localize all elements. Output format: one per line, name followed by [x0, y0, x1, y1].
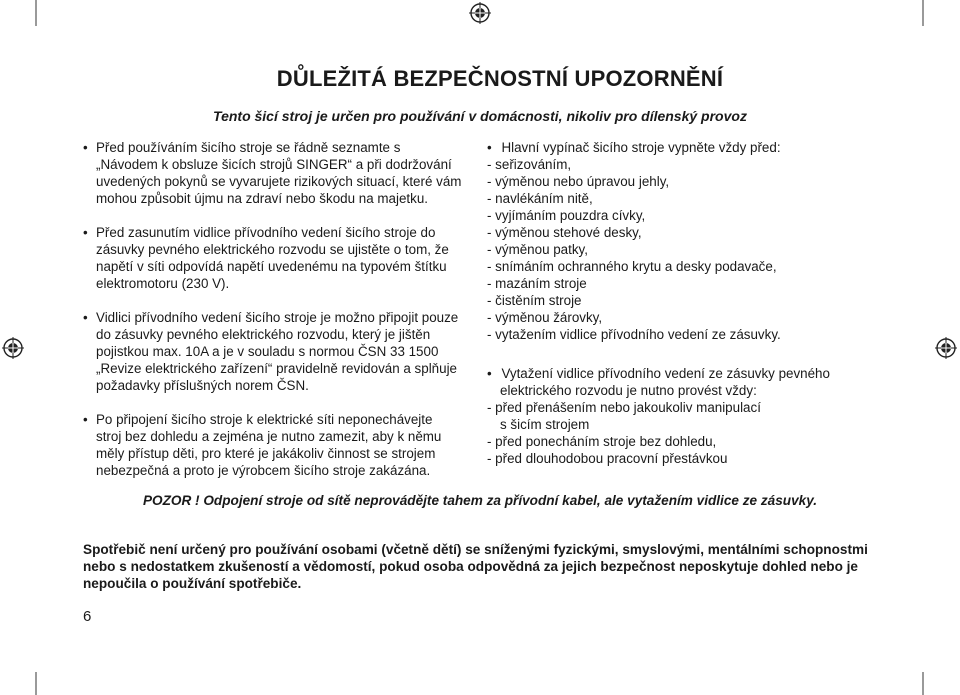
section-heading: Hlavní vypínač šicího stroje vypněte vždy před:	[501, 140, 781, 155]
text-line: elektromotoru (230 V).	[96, 276, 230, 291]
bullet-icon: •	[487, 140, 492, 155]
page-number: 6	[83, 608, 92, 625]
right-column	[487, 139, 830, 484]
crop-mark-top-right	[922, 0, 924, 26]
bullet-icon: •	[83, 225, 88, 240]
list-item: - vytažením vidlice přívodního vedení ze zásuvky.	[487, 327, 781, 342]
list-item: - před přenášením nebo jakoukoliv manipulací	[487, 400, 761, 415]
list-item: - před ponecháním stroje bez dohledu,	[487, 434, 717, 449]
registration-mark-icon	[935, 337, 957, 359]
list-item: - výměnou žárovky,	[487, 310, 603, 325]
safety-item	[83, 411, 483, 479]
notice-paragraph	[83, 541, 883, 592]
page-title: DŮLEŽITÁ BEZPEČNOSTNÍ UPOZORNĚNÍ	[276, 66, 724, 91]
text-line: měly přístup děti, pro které je jakákoliv činnost se strojem	[96, 446, 436, 461]
list-item: - navlékáním nitě,	[487, 191, 593, 206]
list-item: - výměnou patky,	[487, 242, 588, 257]
text-line: nebo s nedostatkem zkušeností a vědomostí, pokud osoba odpovědná za jejich bezpečnost neposkytuje dohled nebo je	[83, 559, 858, 574]
section-heading: elektrického rozvodu je nutno provést vždy:	[500, 383, 757, 398]
section-heading: Vytažení vidlice přívodního vedení ze zásuvky pevného	[501, 366, 830, 381]
warning-text: POZOR ! Odpojení stroje od sítě neprovádějte tahem za přívodní kabel, ale vytažením vidlice ze zásuvky.	[142, 493, 818, 508]
text-line: napětí v síti odpovídá napětí uvedenému na typovém štítku	[96, 259, 447, 274]
text-line: nebezpečná a proto je výrobcem šicího stroje zakázána.	[96, 463, 431, 478]
list-item: - snímáním ochranného krytu a desky podavače,	[487, 259, 777, 274]
text-line: Spotřebič není určený pro používání osobami (včetně dětí) se sníženými fyzickými, smyslovými, mentálními schopnostmi	[83, 542, 868, 557]
registration-mark-icon	[469, 2, 491, 24]
list-item: s šicím strojem	[500, 417, 590, 432]
bullet-icon: •	[487, 366, 492, 381]
list-item: - výměnou stehové desky,	[487, 225, 642, 240]
text-line: „Návodem k obsluze šicích strojů SINGER“ a při dodržování	[96, 157, 452, 172]
list-item: - před dlouhodobou pracovní přestávkou	[487, 451, 728, 466]
bullet-icon: •	[83, 140, 88, 155]
text-line: požadavky příslušných norem ČSN.	[96, 378, 309, 393]
list-item: - mazáním stroje	[487, 276, 587, 291]
registration-mark-icon	[2, 337, 24, 359]
text-line: nepoučila o používání spotřebiče.	[83, 576, 302, 591]
crop-mark-bottom-left	[35, 672, 37, 695]
bullet-icon: •	[83, 412, 88, 427]
text-line: „Revize elektrického zařízení“ pravidelně revidován a splňuje	[96, 361, 457, 376]
text-line: zásuvky pevného elektrického rozvodu se ujistěte o tom, že	[96, 242, 449, 257]
plug-out-section	[487, 365, 830, 467]
list-item: - výměnou nebo úpravou jehly,	[487, 174, 670, 189]
text-line: do zásuvky pevného elektrického rozvodu, který je jištěn	[96, 327, 431, 342]
text-line: pojistkou max. 10A a je v souladu s normou ČSN 33 1500	[96, 344, 439, 359]
safety-item	[83, 139, 483, 207]
text-line: Vidlici přívodního vedení šicího stroje je možno připojit pouze	[96, 310, 459, 325]
main-switch-section	[487, 139, 817, 343]
bullet-icon: •	[83, 310, 88, 325]
crop-mark-top-left	[35, 0, 37, 26]
text-line: Před používáním šicího stroje se řádně seznamte s	[96, 140, 401, 155]
safety-item	[83, 309, 483, 394]
text-line: uvedených pokynů se vyvarujete rizikových situací, které vám	[96, 174, 462, 189]
text-line: Po připojení šicího stroje k elektrické síti neponechávejte	[96, 412, 433, 427]
list-item: - čistěním stroje	[487, 293, 582, 308]
list-item: - seřizováním,	[487, 157, 572, 172]
crop-mark-bottom-right	[922, 672, 924, 695]
page-subtitle: Tento šicí stroj je určen pro používání v domácnosti, nikoliv pro dílenský provoz	[213, 108, 747, 124]
safety-item	[83, 224, 483, 292]
left-column	[83, 139, 483, 496]
list-item: - vyjímáním pouzdra cívky,	[487, 208, 646, 223]
text-line: stroj bez dohledu a zejména je nutno zamezit, aby k němu	[96, 429, 442, 444]
text-line: mohou způsobit újmu na zdraví nebo škodu na majetku.	[96, 191, 428, 206]
text-line: Před zasunutím vidlice přívodního vedení šicího stroje do	[96, 225, 436, 240]
